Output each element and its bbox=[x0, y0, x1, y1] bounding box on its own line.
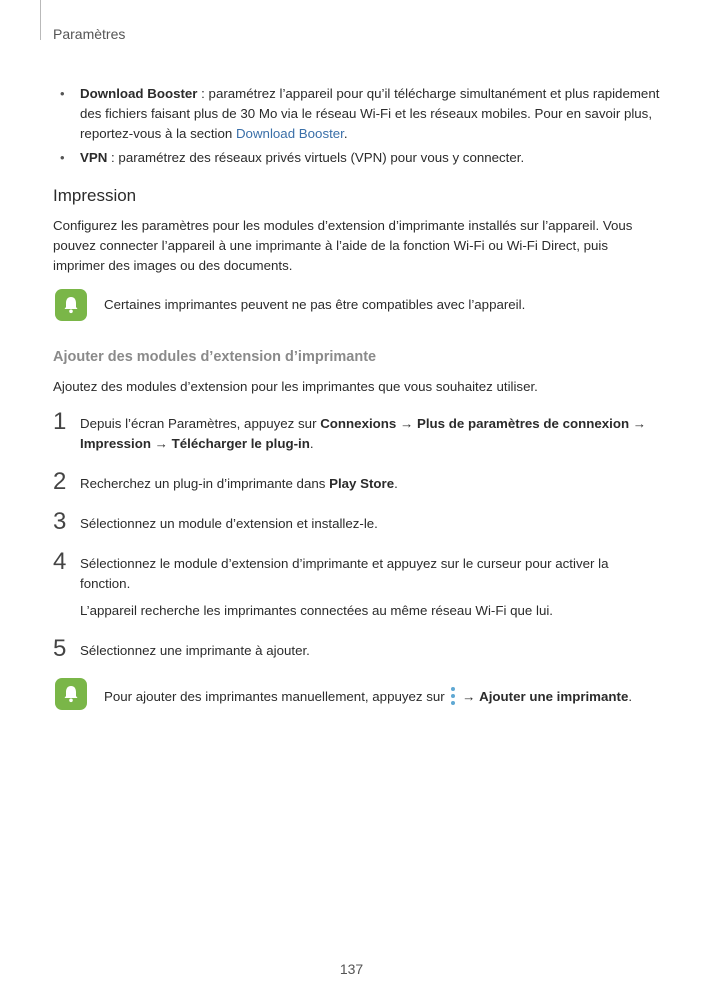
page-number: 137 bbox=[339, 961, 364, 977]
menu-path-connexions: Connexions bbox=[320, 416, 397, 431]
arrow: → bbox=[629, 416, 647, 431]
section-heading: Impression bbox=[53, 186, 137, 205]
bullet-text: : paramétrez l’appareil pour qu’il télécharge simultanément et plus rapidement des fichiers faisant plus de 30 Mo via le réseau Wi-Fi et les réseaux mobiles. Pour en savoir plus, reportez-vous à la section bbox=[80, 86, 660, 141]
bullet-dot: • bbox=[60, 150, 65, 165]
menu-path-download-plugin: Télécharger le plug-in bbox=[171, 436, 310, 451]
step-text-part: Recherchez un plug-in d’imprimante dans bbox=[80, 476, 330, 491]
corner-rule bbox=[40, 0, 41, 40]
arrow: → bbox=[396, 416, 417, 431]
more-options-icon bbox=[450, 687, 456, 705]
step-number: 3 bbox=[53, 508, 67, 535]
step-number: 5 bbox=[53, 635, 67, 662]
bullet-title: VPN bbox=[80, 150, 108, 165]
play-store-label: Play Store bbox=[329, 476, 395, 491]
step-2-text bbox=[80, 474, 655, 494]
step-text-end: . bbox=[309, 436, 314, 451]
bullet-end: . bbox=[343, 126, 348, 141]
bell-icon bbox=[55, 289, 87, 321]
subsection-heading: Ajouter des modules d’extension d’imprimante bbox=[53, 349, 377, 365]
step-number: 2 bbox=[53, 468, 67, 495]
note-text: Certaines imprimantes peuvent ne pas être compatibles avec l’appareil. bbox=[104, 297, 526, 312]
note-text-end: . bbox=[628, 689, 633, 704]
step-4-text: Sélectionnez le module d’extension d’imprimante et appuyez sur le curseur pour activer la fonction. bbox=[80, 556, 609, 591]
arrow: → bbox=[150, 436, 172, 451]
arrow: → bbox=[458, 689, 480, 704]
add-printer-label: Ajouter une imprimante bbox=[479, 689, 629, 704]
step-text-part: Depuis l’écran Paramètres, appuyez sur bbox=[80, 416, 321, 431]
bullet-vpn bbox=[60, 148, 660, 168]
step-number: 1 bbox=[53, 408, 67, 435]
bullet-title: Download Booster bbox=[80, 86, 198, 101]
bell-icon bbox=[55, 678, 87, 710]
step-5-text: Sélectionnez une imprimante à ajouter. bbox=[80, 643, 310, 658]
download-booster-link[interactable]: Download Booster bbox=[235, 126, 344, 141]
page-header: Paramètres bbox=[53, 26, 126, 42]
bullet-text: : paramétrez des réseaux privés virtuels (VPN) pour vous y connecter. bbox=[107, 150, 525, 165]
bullet-dot: • bbox=[60, 86, 65, 101]
step-1-text bbox=[80, 414, 655, 454]
bullet-download-booster bbox=[60, 84, 660, 144]
menu-path-more-settings: Plus de paramètres de connexion bbox=[416, 416, 630, 431]
note-text-part: Pour ajouter des imprimantes manuellement, appuyez sur bbox=[104, 689, 449, 704]
step-4-subtext: L’appareil recherche les imprimantes connectées au même réseau Wi-Fi que lui. bbox=[80, 603, 554, 618]
step-text-end: . bbox=[394, 476, 398, 491]
note-text-2 bbox=[104, 687, 632, 707]
step-3-text: Sélectionnez un module d’extension et installez-le. bbox=[80, 516, 378, 531]
subsection-intro: Ajoutez des modules d’extension pour les imprimantes que vous souhaitez utiliser. bbox=[53, 379, 538, 394]
menu-path-impression: Impression bbox=[80, 436, 151, 451]
step-number: 4 bbox=[53, 548, 67, 575]
section-intro: Configurez les paramètres pour les modules d’extension d’imprimante installés sur l’appareil. Vous pouvez connecter l’appareil à une imprimante à l’aide de la fonction Wi-Fi ou Wi-Fi Direct, puis imprimer des images ou des documents. bbox=[53, 218, 633, 273]
